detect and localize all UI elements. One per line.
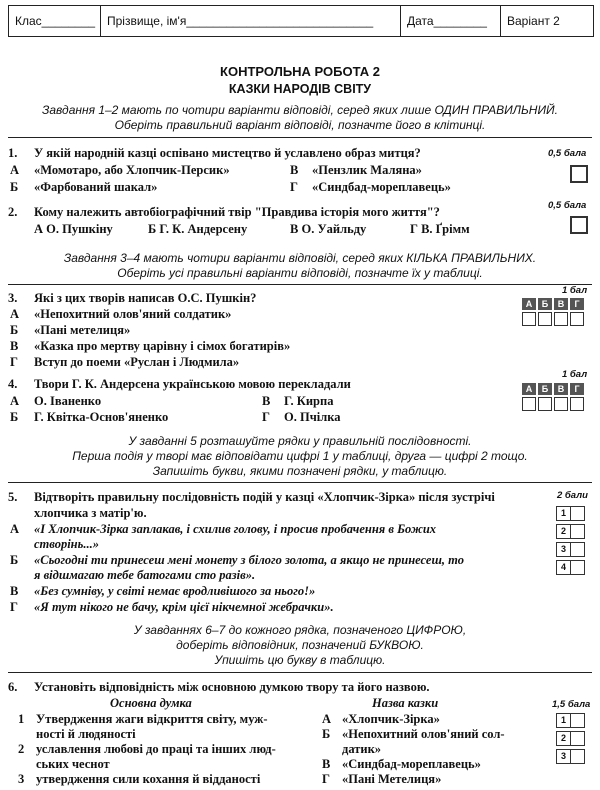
- grid-cell[interactable]: [538, 312, 552, 326]
- name-field[interactable]: [101, 6, 401, 36]
- row-number: 3: [18, 772, 25, 786]
- option-letter: В: [10, 584, 19, 598]
- option-letter: Б: [10, 410, 19, 424]
- answer-cell[interactable]: [571, 731, 585, 746]
- instruction-line: Завдання 1–2 мають по чотири варіанти відповіді, серед яких лише ОДИН ПРАВИЛЬНИЙ.: [42, 103, 558, 117]
- answer-box[interactable]: [570, 165, 588, 183]
- instruction-line: Запишіть букви, якими позначені рядки, у таблицю.: [152, 464, 448, 478]
- right-item: датик»: [342, 742, 382, 756]
- answer-box[interactable]: [570, 216, 588, 234]
- right-item: «Непохитний олов'яний сол-: [342, 727, 505, 741]
- option-letter: А: [34, 222, 44, 236]
- option-text: «Сьогодні ти принесеш мені монету з білого золота, а якщо не принесеш, то: [34, 553, 464, 567]
- instruction-line: У завданні 5 розташуйте рядки у правильній послідовності.: [128, 434, 472, 448]
- row-number: 3: [556, 542, 571, 557]
- grid-header: А: [522, 298, 536, 310]
- grid-cell[interactable]: [554, 312, 568, 326]
- instruction-2: [0, 251, 600, 281]
- grid-cell[interactable]: [538, 397, 552, 411]
- option-text: я відшмагаю тебе батогами сто разів».: [34, 568, 256, 582]
- points-label: 1,5 бала: [552, 699, 591, 710]
- answer-cell[interactable]: [571, 542, 585, 557]
- class-field[interactable]: [9, 6, 101, 36]
- option-letter: Б: [10, 553, 19, 567]
- option-letter: В: [10, 339, 19, 353]
- instruction-3: [0, 434, 600, 479]
- instruction-line: Оберіть правильний варіант відповіді, позначте його в клітинці.: [114, 118, 486, 132]
- header-bar: [8, 5, 594, 37]
- variant-cell: [501, 6, 593, 36]
- option-letter: В: [262, 394, 271, 408]
- date-label: Дата________: [407, 14, 487, 28]
- right-item: «Пані Метелиця»: [342, 772, 442, 786]
- sequence-grid: [556, 506, 585, 578]
- option-text: В. Ґрімм: [421, 222, 470, 236]
- grid-header: А: [522, 383, 536, 395]
- answer-cell[interactable]: [571, 713, 585, 728]
- instruction-line: Упишіть цю букву в таблицю.: [214, 653, 386, 667]
- column-heading: Основна думка: [110, 696, 192, 710]
- question-text: Кому належить автобіографічний твір "Правдива історія мого життя"?: [34, 205, 440, 219]
- left-item: Утвердження жаги відкриття світу, муж-: [36, 712, 268, 726]
- divider: [8, 137, 592, 138]
- option-text: «Момотаро, або Хлопчик-Персик»: [34, 163, 230, 177]
- option-letter: В: [322, 757, 331, 771]
- question-number: 4.: [8, 377, 18, 391]
- instruction-4: [0, 623, 600, 668]
- option-letter: Б: [10, 180, 19, 194]
- option-letter: Б: [148, 222, 157, 236]
- option-letter: А: [10, 307, 20, 321]
- option-letter: Б: [322, 727, 331, 741]
- option-letter: Г: [410, 222, 418, 236]
- grid-header: Б: [538, 383, 552, 395]
- divider: [8, 482, 592, 483]
- row-number: 2: [18, 742, 25, 756]
- points-label: 1 бал: [562, 285, 588, 296]
- answer-grid: [522, 383, 586, 411]
- points-label: 0,5 бала: [548, 200, 587, 211]
- grid-header: Б: [538, 298, 552, 310]
- right-item: «Синдбад-мореплавець»: [342, 757, 481, 771]
- row-number: 2: [556, 524, 571, 539]
- option-text: О. Пушкіну: [46, 222, 113, 236]
- points-label: 2 бали: [557, 490, 588, 501]
- option-letter: В: [290, 222, 299, 236]
- grid-cell[interactable]: [570, 397, 584, 411]
- question-number: 6.: [8, 680, 18, 694]
- question-number: 1.: [8, 146, 18, 160]
- right-item: «Хлопчик-Зірка»: [342, 712, 440, 726]
- grid-cell[interactable]: [522, 397, 536, 411]
- instruction-1: [0, 103, 600, 133]
- option-letter: А: [10, 394, 20, 408]
- matching-grid: [556, 713, 585, 767]
- left-item: ських чеснот: [36, 757, 110, 771]
- row-number: 1: [556, 713, 571, 728]
- instruction-line: доберіть відповідник, позначений БУКВОЮ.: [176, 638, 424, 652]
- answer-grid: [522, 298, 586, 326]
- question-text: Установіть відповідність між основною думкою твору та його назвою.: [34, 680, 430, 694]
- option-letter: Б: [10, 323, 19, 337]
- row-number: 3: [556, 749, 571, 764]
- option-letter: Г: [10, 600, 18, 614]
- answer-cell[interactable]: [571, 524, 585, 539]
- option-text: «Без сумніву, у світі немає вродливішого за нього!»: [34, 584, 316, 598]
- grid-header: Г: [570, 383, 584, 395]
- option-text: «Казка про мертву царівну і сімох богатирів»: [34, 339, 291, 353]
- option-text: О. Пчілка: [284, 410, 341, 424]
- option-text: О. Іваненко: [34, 394, 102, 408]
- instruction-line: Перша подія у творі має відповідати цифрі 1 у таблиці, друга — цифрі 2 тощо.: [72, 449, 528, 463]
- question-number: 2.: [8, 205, 18, 219]
- option-text: «Пані метелиця»: [34, 323, 131, 337]
- question-number: 3.: [8, 291, 18, 305]
- option-letter: Г: [290, 180, 298, 194]
- option-text: «Непохитний олов'яний солдатик»: [34, 307, 232, 321]
- grid-cell[interactable]: [522, 312, 536, 326]
- option-letter: Г: [262, 410, 270, 424]
- divider: [8, 672, 592, 673]
- grid-header: В: [554, 298, 568, 310]
- column-heading: Назва казки: [372, 696, 439, 710]
- answer-cell[interactable]: [571, 506, 585, 521]
- instruction-line: Оберіть усі правильні варіанти відповіді, позначте їх у таблиці.: [117, 266, 483, 280]
- option-text: «І Хлопчик-Зірка заплакав, і схилив голову, і просив пробачення в Божих: [34, 522, 437, 536]
- option-letter: В: [290, 163, 299, 177]
- left-item: утвердження сили кохання й відданості: [36, 772, 261, 786]
- answer-cell[interactable]: [571, 749, 585, 764]
- option-text: «Пензлик Маляна»: [312, 163, 422, 177]
- option-text: Вступ до поеми «Руслан і Людмила»: [34, 355, 240, 369]
- row-number: 1: [18, 712, 25, 726]
- grid-cell[interactable]: [570, 312, 584, 326]
- question-text: Твори Г. К. Андерсена українською мовою перекладали: [34, 377, 351, 391]
- question-text: хлопчика з матір'ю.: [34, 506, 147, 520]
- page-title: КОНТРОЛЬНА РОБОТА 2: [220, 64, 380, 79]
- points-label: 0,5 бала: [548, 148, 587, 159]
- row-number: 1: [556, 506, 571, 521]
- row-number: 2: [556, 731, 571, 746]
- option-letter: А: [322, 712, 332, 726]
- instruction-line: Завдання 3–4 мають чотири варіанти відповіді, серед яких КІЛЬКА ПРАВИЛЬНИХ.: [63, 251, 537, 265]
- variant-label: Варіант 2: [507, 14, 560, 28]
- answer-cell[interactable]: [571, 560, 585, 575]
- option-text: «Я тут нікого не бачу, крім цієї нікчемної жебрачки».: [34, 600, 334, 614]
- divider: [8, 284, 592, 285]
- page-subtitle: КАЗКИ НАРОДІВ СВІТУ: [228, 82, 372, 96]
- question-text: Відтворіть правильну послідовність подій у казці «Хлопчик-Зірка» після зустрічі: [34, 490, 495, 504]
- instruction-line: У завданнях 6–7 до кожного рядка, позначеного ЦИФРОЮ,: [133, 623, 467, 637]
- option-text: «Синдбад-мореплавець»: [312, 180, 451, 194]
- option-letter: Г: [322, 772, 330, 786]
- option-text: створінь...»: [34, 537, 99, 551]
- option-text: Г. Квітка-Основ'яненко: [34, 410, 169, 424]
- points-label: 1 бал: [562, 369, 588, 380]
- option-text: О. Уайльду: [301, 222, 367, 236]
- date-field[interactable]: [401, 6, 501, 36]
- left-item: уславлення любові до праці та інших люд-: [36, 742, 276, 756]
- option-letter: А: [10, 163, 20, 177]
- option-letter: Г: [10, 355, 18, 369]
- grid-header: В: [554, 383, 568, 395]
- left-item: ності й людяності: [36, 727, 136, 741]
- option-text: «Фарбований шакал»: [34, 180, 158, 194]
- option-letter: А: [10, 522, 20, 536]
- grid-header: Г: [570, 298, 584, 310]
- question-text: У якій народній казці оспівано мистецтво й уславлено образ митця?: [34, 146, 421, 160]
- question-number: 5.: [8, 490, 18, 504]
- option-text: Г. Кирпа: [284, 394, 334, 408]
- grid-cell[interactable]: [554, 397, 568, 411]
- option-text: Г. К. Андерсену: [159, 222, 248, 236]
- row-number: 4: [556, 560, 571, 575]
- name-label: Прізвище, ім'я____________________________: [107, 14, 374, 28]
- question-text: Які з цих творів написав О.С. Пушкін?: [34, 291, 257, 305]
- class-label: Клас________: [15, 14, 96, 28]
